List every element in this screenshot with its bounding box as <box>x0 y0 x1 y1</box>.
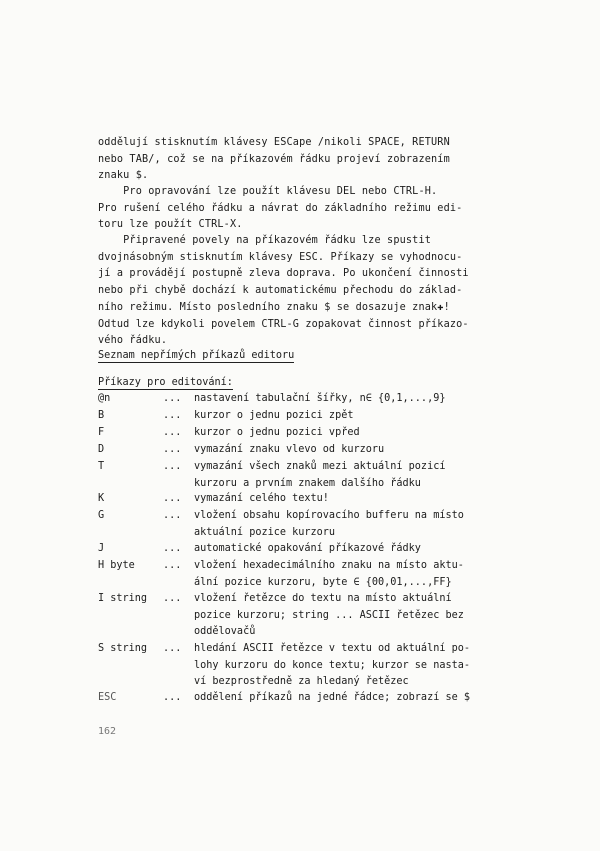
command-key: G <box>98 510 105 521</box>
command-description: aktuální pozice kurzoru <box>194 526 336 538</box>
command-key: K <box>98 493 105 504</box>
paragraph-line: dvojnásobným stisknutím klávesy ESC. Příkazy se vyhodnocu- <box>98 251 463 263</box>
section-heading: Seznam nepřímých příkazů editoru <box>98 350 295 361</box>
command-description: ální pozice kurzoru, byte ∈ {00,01,...,FF} <box>194 576 452 588</box>
command-key: H byte <box>98 560 135 571</box>
paragraph-line: nebo TAB/, což se na příkazovém řádku projeví zobrazením <box>98 153 450 165</box>
command-description: vymazání celého textu! <box>194 493 329 504</box>
command-key: S string <box>98 643 148 654</box>
leader-dots: ... <box>163 510 182 521</box>
paragraph-line: oddělují stisknutím klávesy ESCape /nikoli SPACE, RETURN <box>98 137 450 148</box>
command-description: pozice kurzoru; string ... ASCII řetězec bez <box>194 609 464 621</box>
paragraph-line: Připravené povely na příkazovém řádku lze spustit <box>98 235 432 246</box>
leader-dots: ... <box>163 410 182 421</box>
command-description: hledání ASCII řetězce v textu od aktuální po- <box>194 643 471 654</box>
paragraph-line: Pro opravování lze použít klávesu DEL nebo CTRL-H. <box>98 186 438 197</box>
command-description: vložení obsahu kopírovacího bufferu na místo <box>194 510 464 521</box>
paragraph-line: nebo při chybě dochází k automatickému přechodu do základ- <box>98 285 463 297</box>
command-description: ví bezprostředně za hledaný řetězec <box>194 676 409 687</box>
page-number: 162 <box>98 726 117 737</box>
leader-dots: ... <box>163 427 182 438</box>
leader-dots: ... <box>163 444 182 455</box>
paragraph-line: ního režimu. Místo posledního znaku $ se dosazuje znak✚! <box>98 301 450 313</box>
command-key: T <box>98 461 105 472</box>
leader-dots: ... <box>163 493 182 504</box>
leader-dots: ... <box>163 593 182 604</box>
command-description: kurzor o jednu pozici vpřed <box>194 427 360 438</box>
command-key: J <box>98 543 105 554</box>
command-description: vymazání znaku vlevo od kurzoru <box>194 444 385 455</box>
paragraph-line: jí a provádějí postupně zleva doprava. Po ukončení činnosti <box>98 268 469 280</box>
paragraph-line: Odtud lze kdykoli povelem CTRL-G zopakovat činnost příkazo- <box>98 318 469 330</box>
leader-dots: ... <box>163 543 182 554</box>
paragraph-line: toru lze použít CTRL-X. <box>98 219 243 231</box>
command-description: kurzoru a prvním znakem dalšího řádku <box>194 477 421 489</box>
leader-dots: ... <box>163 692 182 703</box>
command-key: @n <box>98 393 111 404</box>
paragraph-line: vého řádku. <box>98 335 168 347</box>
command-key: ESC <box>98 692 117 703</box>
paragraph-line: znaku $. <box>98 170 149 182</box>
command-key: F <box>98 427 105 438</box>
leader-dots: ... <box>163 560 182 571</box>
command-description: vložení hexadecimálního znaku na místo aktu- <box>194 560 464 571</box>
command-description: nastavení tabulační šířky, n∈ {0,1,...,9} <box>194 393 446 404</box>
command-key: B <box>98 410 105 421</box>
command-description: automatické opakování příkazové řádky <box>194 543 421 554</box>
leader-dots: ... <box>163 461 182 472</box>
command-description: lohy kurzoru do konce textu; kurzor se nasta- <box>194 659 471 671</box>
paragraph-line: Pro rušení celého řádku a návrat do základního režimu edi- <box>98 202 463 214</box>
command-description: vložení řetězce do textu na místo aktuální <box>194 593 452 604</box>
command-description: kurzor o jednu pozici zpět <box>194 410 354 421</box>
command-description: vymazání všech znaků mezi aktuální pozicí <box>194 461 446 472</box>
command-key: D <box>98 444 105 455</box>
command-description: oddělovačů <box>194 626 256 637</box>
command-key: I string <box>98 593 148 604</box>
subsection-heading: Příkazy pro editování: <box>98 377 233 388</box>
leader-dots: ... <box>163 643 182 654</box>
leader-dots: ... <box>163 393 182 404</box>
command-description: oddělení příkazů na jedné řádce; zobrazí se $ <box>194 692 471 703</box>
